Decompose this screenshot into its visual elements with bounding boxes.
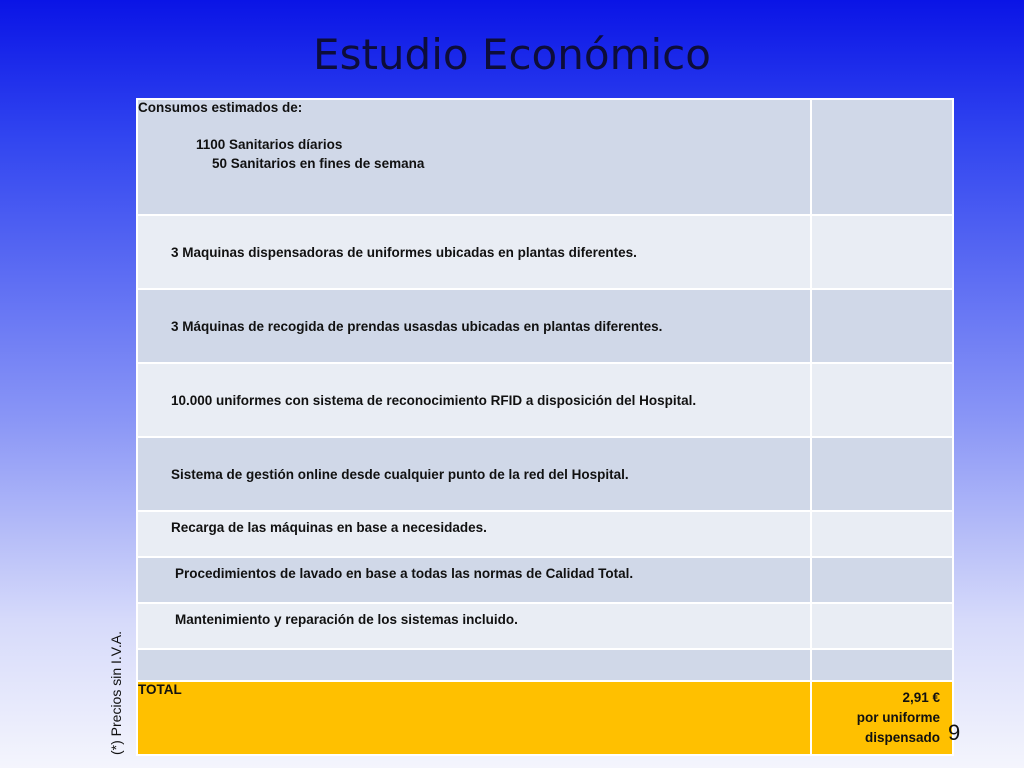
page-number: 9	[948, 720, 961, 745]
empty-value-cell	[811, 603, 953, 649]
table-row	[137, 363, 953, 437]
empty-value-cell	[811, 649, 953, 681]
empty-value-cell	[811, 363, 953, 437]
table-row	[137, 557, 953, 603]
consumption-weekend: 50 Sanitarios en fines de semana	[212, 156, 425, 171]
row-recharge: Recarga de las máquinas en base a necesidades.	[171, 520, 487, 535]
economic-study-table	[136, 98, 954, 756]
empty-value-cell	[811, 511, 953, 557]
table-row-consumption	[137, 99, 953, 215]
empty-value-cell	[811, 289, 953, 363]
table-row-empty	[137, 649, 953, 681]
row-online-management: Sistema de gestión online desde cualquier punto de la red del Hospital.	[171, 466, 629, 482]
table-row	[137, 437, 953, 511]
vat-note: (*) Precios sin I.V.A.	[108, 631, 124, 755]
consumption-cell	[137, 99, 811, 215]
total-price: 2,91 €	[902, 690, 940, 705]
table-row	[137, 215, 953, 289]
total-label: TOTAL	[138, 682, 182, 697]
table-row	[137, 289, 953, 363]
row-collection: 3 Máquinas de recogida de prendas usasdas ubicadas en plantas diferentes.	[171, 318, 663, 334]
empty-value-cell	[811, 557, 953, 603]
row-maintenance: Mantenimiento y reparación de los sistemas incluido.	[175, 612, 518, 627]
total-value	[812, 682, 952, 748]
total-unit-line1: por uniforme	[856, 710, 940, 725]
row-uniforms-rfid: 10.000 uniformes con sistema de reconocimiento RFID a disposición del Hospital.	[171, 392, 697, 408]
empty-cell	[137, 649, 811, 681]
table-row	[137, 511, 953, 557]
table-row	[137, 603, 953, 649]
consumption-label: Consumos estimados de:	[138, 100, 303, 115]
row-dispensers: 3 Maquinas dispensadoras de uniformes ubicadas en plantas diferentes.	[171, 244, 637, 260]
empty-value-cell	[811, 215, 953, 289]
consumption-value-cell	[811, 99, 953, 215]
consumption-weekday: 1100 Sanitarios díarios	[196, 137, 343, 152]
slide-title: Estudio Económico	[313, 30, 711, 79]
total-unit-line2: dispensado	[864, 730, 940, 745]
row-washing: Procedimientos de lavado en base a todas las normas de Calidad Total.	[175, 566, 634, 581]
table-row-total	[137, 681, 953, 755]
empty-value-cell	[811, 437, 953, 511]
